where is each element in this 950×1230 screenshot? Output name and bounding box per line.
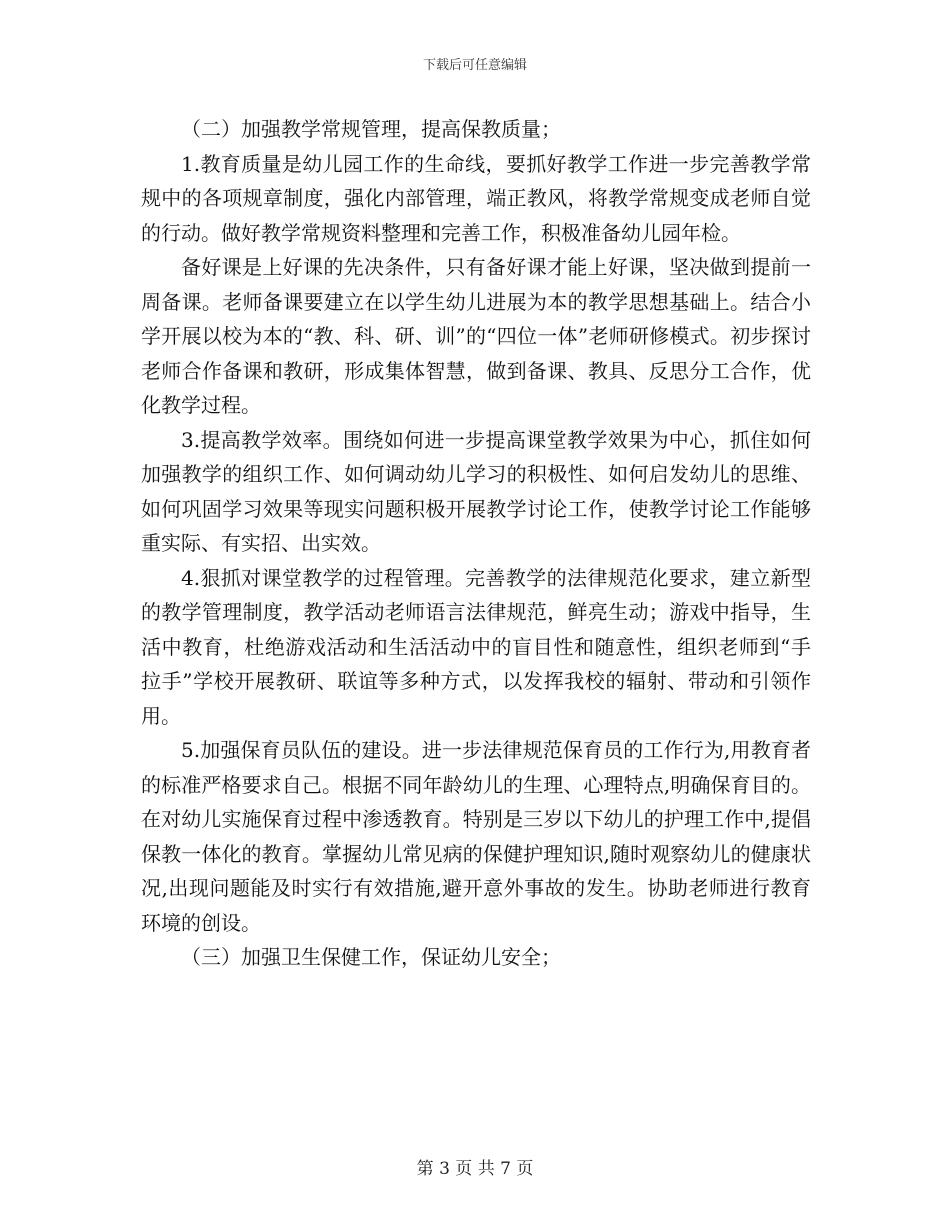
section-heading-2: （二）加强教学常规管理，提高保教质量； <box>181 117 561 141</box>
paragraph-1: 1.教育质量是幼儿园工作的生命线，要抓好教学工作进一步完善教学常规中的各项规章制度，强化内部管理，端正教风，将教学常规变成老师自觉的行动。做好教学常规资料整理和完善工作，积极准备幼儿园年检。 <box>141 151 811 245</box>
document-body <box>141 112 811 975</box>
paragraph-4: 4.狠抓对课堂教学的过程管理。完善教学的法律规范化要求，建立新型的教学管理制度，教学活动老师语言法律规范，鲜亮生动；游戏中指导，生活中教育，杜绝游戏活动和生活活动中的盲目性和随意性，组织老师到“手拉手”学校开展教研、联谊等多种方式，以发挥我校的辐射、带动和引领作用。 <box>141 565 811 728</box>
paragraph-2: 备好课是上好课的先决条件，只有备好课才能上好课，坚决做到提前一周备课。老师备课要建立在以学生幼儿进展为本的教学思想基础上。结合小学开展以校为本的“教、科、研、训”的“四位一体”老师研修模式。初步探讨老师合作备课和教研，形成集体智慧，做到备课、教具、反思分工合作，优化教学过程。 <box>141 255 811 417</box>
paragraph-3: 3.提高教学效率。围绕如何进一步提高课堂教学效果为中心，抓住如何加强教学的组织工作、如何调动幼儿学习的积极性、如何启发幼儿的思维、如何巩固学习效果等现实问题积极开展教学讨论工作，使教学讨论工作能够重实际、有实招、出实效。 <box>141 427 811 555</box>
page-number: 第 3 页 共 7 页 <box>416 1159 534 1179</box>
section-heading-3: （三）加强卫生保健工作，保证幼儿安全； <box>181 945 561 969</box>
paragraph-5: 5.加强保育员队伍的建设。进一步法律规范保育员的工作行为,用教育者的标准严格要求自己。根据不同年龄幼儿的生理、心理特点,明确保育目的。在对幼儿实施保育过程中渗透教育。特别是三岁以下幼儿的护理工作中,提倡保教一体化的教育。掌握幼儿常见病的保健护理知识,随时观察幼儿的健康状况,出现问题能及时实行有效措施,避开意外事故的发生。协助老师进行教育环境的创设。 <box>141 738 811 935</box>
page-header: 下载后可任意编辑 <box>422 58 527 73</box>
